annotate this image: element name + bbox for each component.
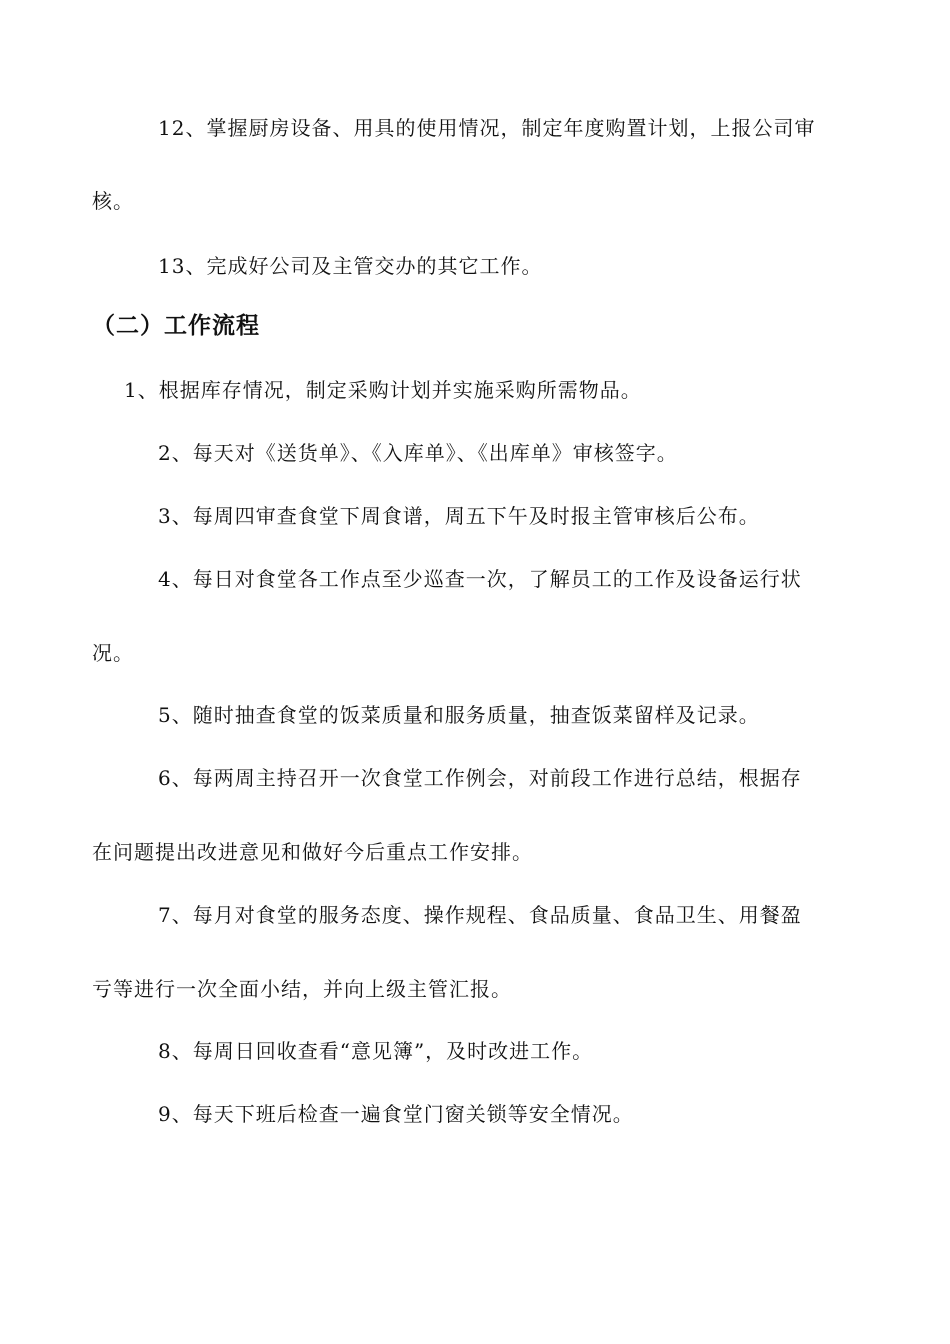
step-8-line-1: 8、每周日回收查看“意见簿”，及时改进工作。 [158,1039,594,1063]
step-5-line-1: 5、随时抽查食堂的饭菜质量和服务质量，抽查饭菜留样及记录。 [158,703,760,727]
step-1-line-1: 1、根据库存情况，制定采购计划并实施采购所需物品。 [124,378,642,402]
step-4-line-1: 4、每日对食堂各工作点至少巡查一次，了解员工的工作及设备运行状 [158,567,802,591]
step-9-line-1: 9、每天下班后检查一遍食堂门窗关锁等安全情况。 [158,1102,634,1126]
item-13-line-1: 13、完成好公司及主管交办的其它工作。 [158,254,543,278]
step-7-line-1: 7、每月对食堂的服务态度、操作规程、食品质量、食品卫生、用餐盈 [158,903,802,927]
step-6-line-1: 6、每两周主持召开一次食堂工作例会，对前段工作进行总结，根据存 [158,766,802,790]
step-2-line-1: 2、每天对《送货单》、《入库单》、《出库单》审核签字。 [158,441,678,465]
item-12-line-1: 12、掌握厨房设备、用具的使用情况，制定年度购置计划，上报公司审 [158,116,816,140]
step-3-line-1: 3、每周四审查食堂下周食谱，周五下午及时报主管审核后公布。 [158,504,760,528]
step-7-line-2: 亏等进行一次全面小结，并向上级主管汇报。 [92,977,512,1001]
section-heading: （二）工作流程 [92,313,260,339]
item-12-line-2: 核。 [92,189,134,213]
step-6-line-2: 在问题提出改进意见和做好今后重点工作安排。 [92,840,533,864]
step-4-line-2: 况。 [92,641,134,665]
